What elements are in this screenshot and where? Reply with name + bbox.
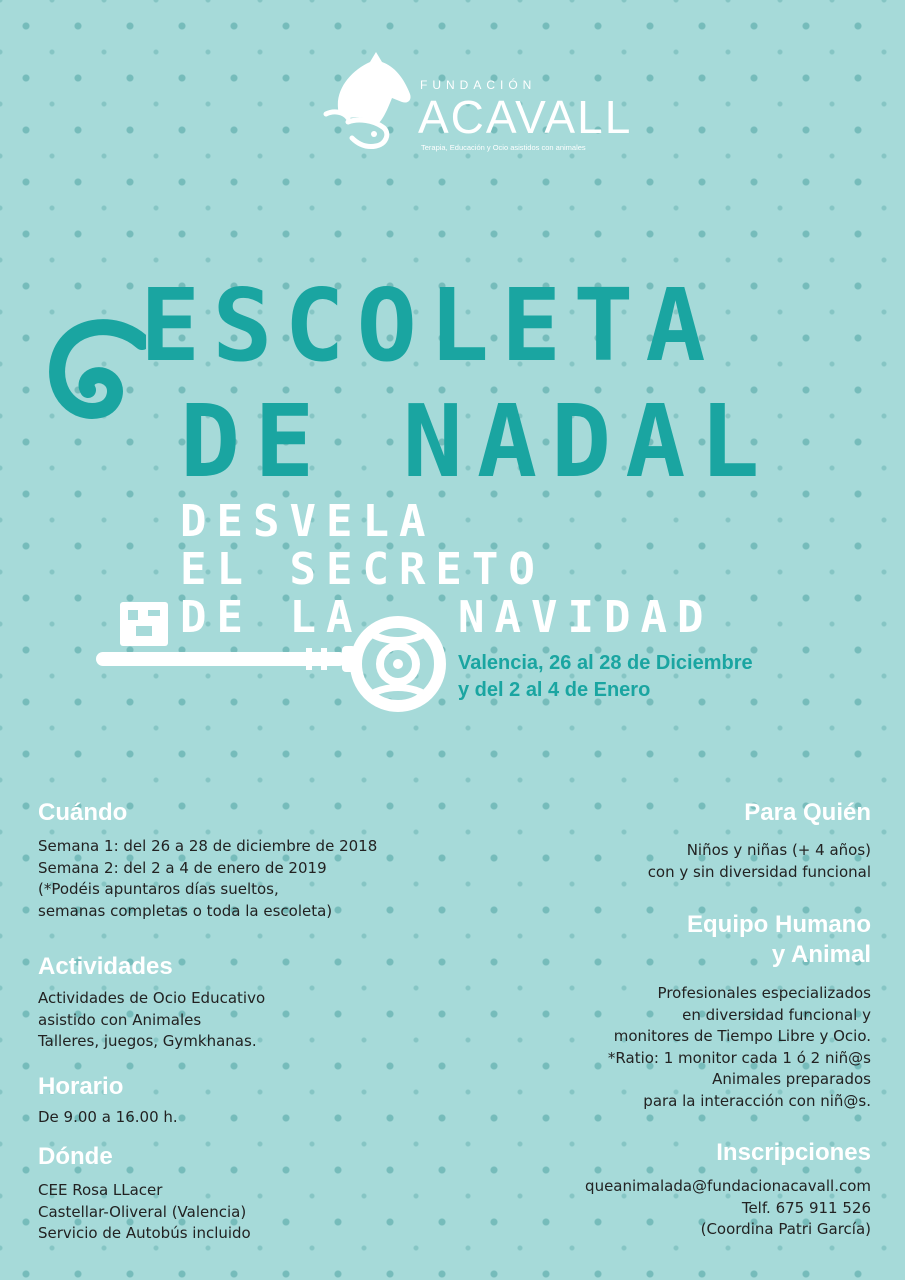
equipo-line: para la interacción con niñ@s. [643, 1091, 871, 1110]
subtitle-line-1: DESVELA [180, 496, 436, 547]
actividades-heading: Actividades [38, 953, 173, 980]
cuando-text [38, 836, 377, 922]
equipo-line: Profesionales especializados [657, 984, 871, 1002]
equipo-line: Animales preparados [712, 1070, 871, 1088]
equipo-line: *Ratio: 1 monitor cada 1 ó 2 niñ@s [607, 1048, 871, 1067]
inscripciones-heading: Inscripciones [716, 1139, 871, 1166]
inscripciones-coordinator: (Coordina Patri García) [700, 1220, 871, 1238]
horse-hand-logo-icon [318, 48, 418, 158]
actividades-line: asistido con Animales [38, 1010, 202, 1029]
dates-line-1: Valencia, 26 al 28 de Diciembre [458, 652, 753, 674]
actividades-line: Actividades de Ocio Educativo [38, 989, 266, 1007]
actividades-line: Talleres, juegos, Gymkhanas. [38, 1032, 257, 1050]
cuando-line: Semana 1: del 26 a 28 de diciembre de 2018 [38, 837, 378, 855]
equipo-heading-1: Equipo Humano [687, 911, 871, 938]
dates-line-2: y del 2 al 4 de Enero [458, 679, 651, 701]
ornate-key-icon [96, 600, 446, 720]
equipo-heading-2: y Animal [771, 941, 871, 968]
logo-tagline: Terapia, Educación y Ocio asistidos con animales [421, 143, 586, 152]
horario-text [38, 1107, 178, 1129]
logo-name: ACAVALL [418, 91, 633, 143]
equipo-text [608, 983, 871, 1112]
actividades-text [38, 988, 265, 1053]
foundation-logo [318, 48, 633, 158]
donde-line: Castellar-Oliveral (Valencia) [38, 1202, 247, 1221]
inscripciones-phone[interactable]: Telf. 675 911 526 [741, 1198, 871, 1217]
donde-line: Servicio de Autobús incluido [38, 1224, 251, 1242]
cuando-line: (*Podéis apuntaros días sueltos, [38, 880, 279, 898]
donde-line: CEE Rosa LLacer [38, 1181, 163, 1199]
cuando-line: semanas completas o toda la escoleta) [38, 901, 333, 920]
para-quien-line: con y sin diversidad funcional [647, 862, 871, 881]
subtitle-line-3a: DE LA [180, 592, 363, 643]
donde-heading: Dónde [38, 1143, 113, 1170]
title-swirl-ornament [46, 312, 146, 432]
subtitle-line-3b: NAVIDAD [458, 592, 714, 643]
logo-fundacion-text: FUNDACIÓN [420, 78, 537, 92]
title-line-2: DE NADAL [180, 383, 774, 500]
cuando-line: Semana 2: del 2 a 4 de enero de 2019 [38, 858, 327, 877]
donde-text [38, 1180, 251, 1245]
equipo-line: monitores de Tiempo Libre y Ocio. [613, 1027, 871, 1045]
cuando-heading: Cuándo [38, 799, 128, 826]
equipo-line: en diversidad funcional y [682, 1005, 871, 1024]
subtitle-line-2: EL SECRETO [180, 544, 545, 595]
horario-line: De 9.00 a 16.00 h. [38, 1108, 178, 1126]
title-line-1: ESCOLETA [140, 267, 718, 384]
inscripciones-email[interactable]: queanimalada@fundacionacavall.com [585, 1177, 871, 1195]
para-quien-heading: Para Quién [744, 799, 871, 826]
para-quien-line: Niños y niñas (+ 4 años) [686, 841, 871, 859]
horario-heading: Horario [38, 1073, 124, 1100]
para-quien-text [648, 840, 871, 883]
inscripciones-text [585, 1176, 871, 1241]
